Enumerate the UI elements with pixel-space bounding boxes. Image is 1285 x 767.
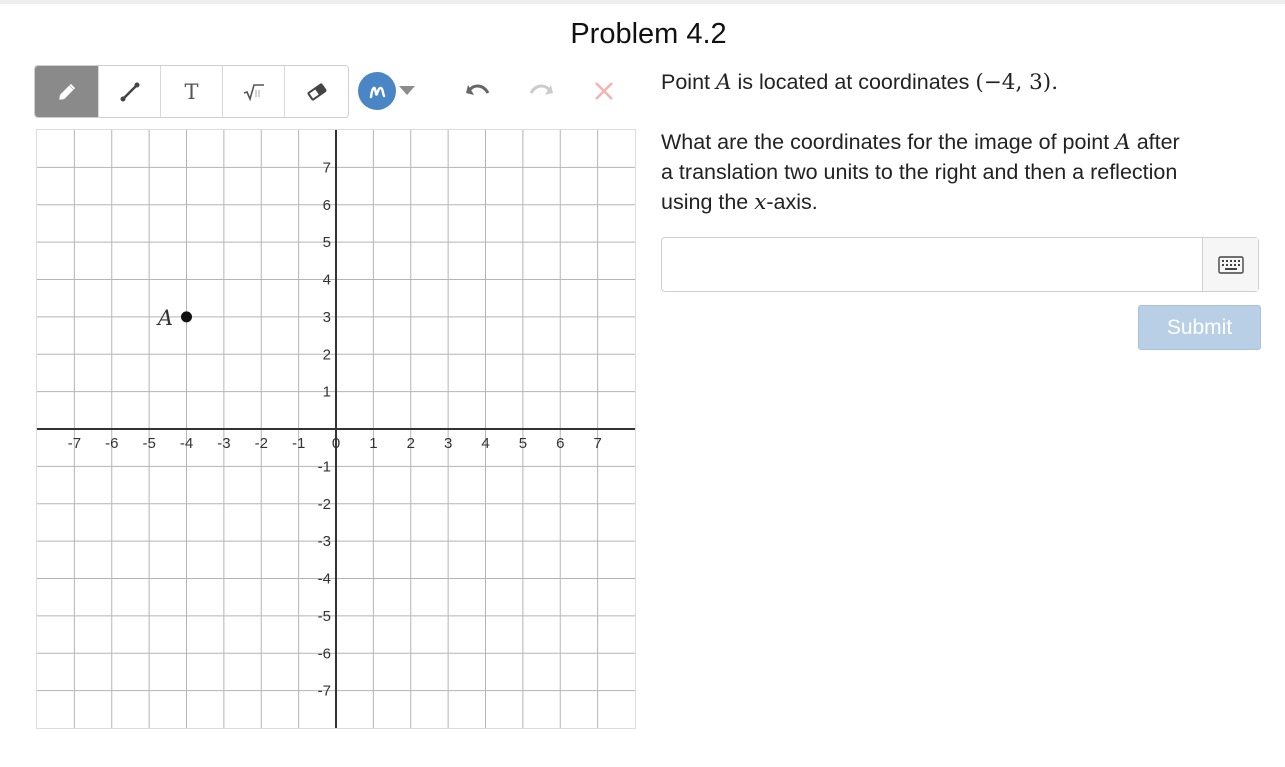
undo-button[interactable] (463, 76, 493, 106)
freehand-stroke-icon (366, 80, 388, 102)
point-a-label: A (157, 305, 174, 330)
point-a-marker (181, 311, 192, 322)
y-tick-label: -1 (317, 458, 331, 476)
question-text: What are the coordinates for the image of point (661, 130, 1110, 154)
pencil-tool-button[interactable] (35, 66, 99, 117)
problem-title: Problem 4.2 (570, 18, 727, 50)
keyboard-button[interactable] (1202, 238, 1258, 291)
eraser-tool-button[interactable] (285, 66, 348, 117)
x-tick-label: -2 (254, 435, 268, 452)
x-tick-label: 0 (331, 435, 341, 452)
redo-button[interactable] (526, 76, 556, 106)
clear-icon (592, 79, 616, 103)
pencil-icon (56, 81, 78, 103)
y-tick-label: -3 (317, 533, 331, 551)
x-tick-label: -5 (142, 435, 156, 452)
x-tick-label: 4 (481, 435, 490, 452)
x-tick-label: 2 (406, 435, 415, 452)
top-divider (0, 0, 1285, 4)
x-tick-label: -6 (105, 435, 119, 452)
question-line-2 (661, 127, 1180, 158)
y-tick-label: -7 (317, 682, 331, 700)
line-tool-button[interactable] (99, 66, 161, 117)
question-text: using the (661, 190, 749, 214)
keyboard-icon (1218, 256, 1244, 274)
chevron-down-icon[interactable] (398, 84, 416, 96)
question-line-3: a translation two units to the right and then a reflection (661, 160, 1178, 184)
x-tick-label: -3 (217, 435, 231, 452)
math-tool-button[interactable] (223, 66, 285, 117)
x-tick-label: 5 (518, 435, 528, 452)
question-text: is located at coordinates (737, 70, 970, 94)
y-tick-label: 1 (322, 383, 331, 401)
y-tick-label: -5 (317, 607, 331, 625)
y-tick-label: 4 (322, 271, 331, 289)
text-icon: T (184, 79, 199, 104)
y-tick-label: -4 (317, 570, 331, 588)
eraser-icon (305, 81, 329, 103)
question-text: Point (661, 70, 711, 94)
x-tick-label: -7 (67, 435, 82, 452)
math-variable-a: A (1115, 130, 1131, 155)
line-segment-icon (119, 81, 141, 103)
y-tick-label: 7 (322, 159, 331, 177)
x-tick-label: 7 (593, 435, 602, 452)
answer-field (661, 237, 1259, 292)
answer-input[interactable] (662, 238, 1202, 291)
redo-icon (527, 80, 555, 102)
x-tick-label: -1 (291, 435, 306, 452)
y-tick-label: 5 (322, 234, 331, 252)
square-root-icon (242, 81, 266, 103)
coordinate-grid[interactable] (36, 129, 636, 729)
text-tool-button[interactable] (161, 66, 223, 117)
y-tick-label: -2 (317, 495, 331, 513)
x-tick-label: -4 (179, 435, 194, 452)
math-variable-x: x (754, 190, 767, 215)
math-variable-a: A (716, 70, 732, 95)
submit-button[interactable]: Submit (1138, 305, 1261, 350)
color-picker-button[interactable] (358, 72, 396, 110)
x-tick-label: 3 (443, 435, 453, 452)
drawing-toolbar (34, 65, 349, 118)
y-tick-label: 6 (322, 196, 331, 214)
question-line-4 (661, 187, 818, 218)
x-tick-label: 1 (369, 435, 378, 452)
question-text: after (1136, 130, 1180, 154)
question-text: -axis. (766, 190, 818, 214)
y-tick-label: 3 (322, 308, 331, 326)
point-coordinates: (−4, 3) (975, 70, 1052, 95)
question-text: . (1051, 70, 1059, 95)
y-tick-label: 2 (322, 346, 331, 364)
undo-icon (464, 80, 492, 102)
x-tick-label: 6 (556, 435, 565, 452)
clear-button[interactable] (589, 76, 619, 106)
question-line-1 (661, 67, 1058, 98)
y-tick-label: -6 (317, 645, 331, 663)
